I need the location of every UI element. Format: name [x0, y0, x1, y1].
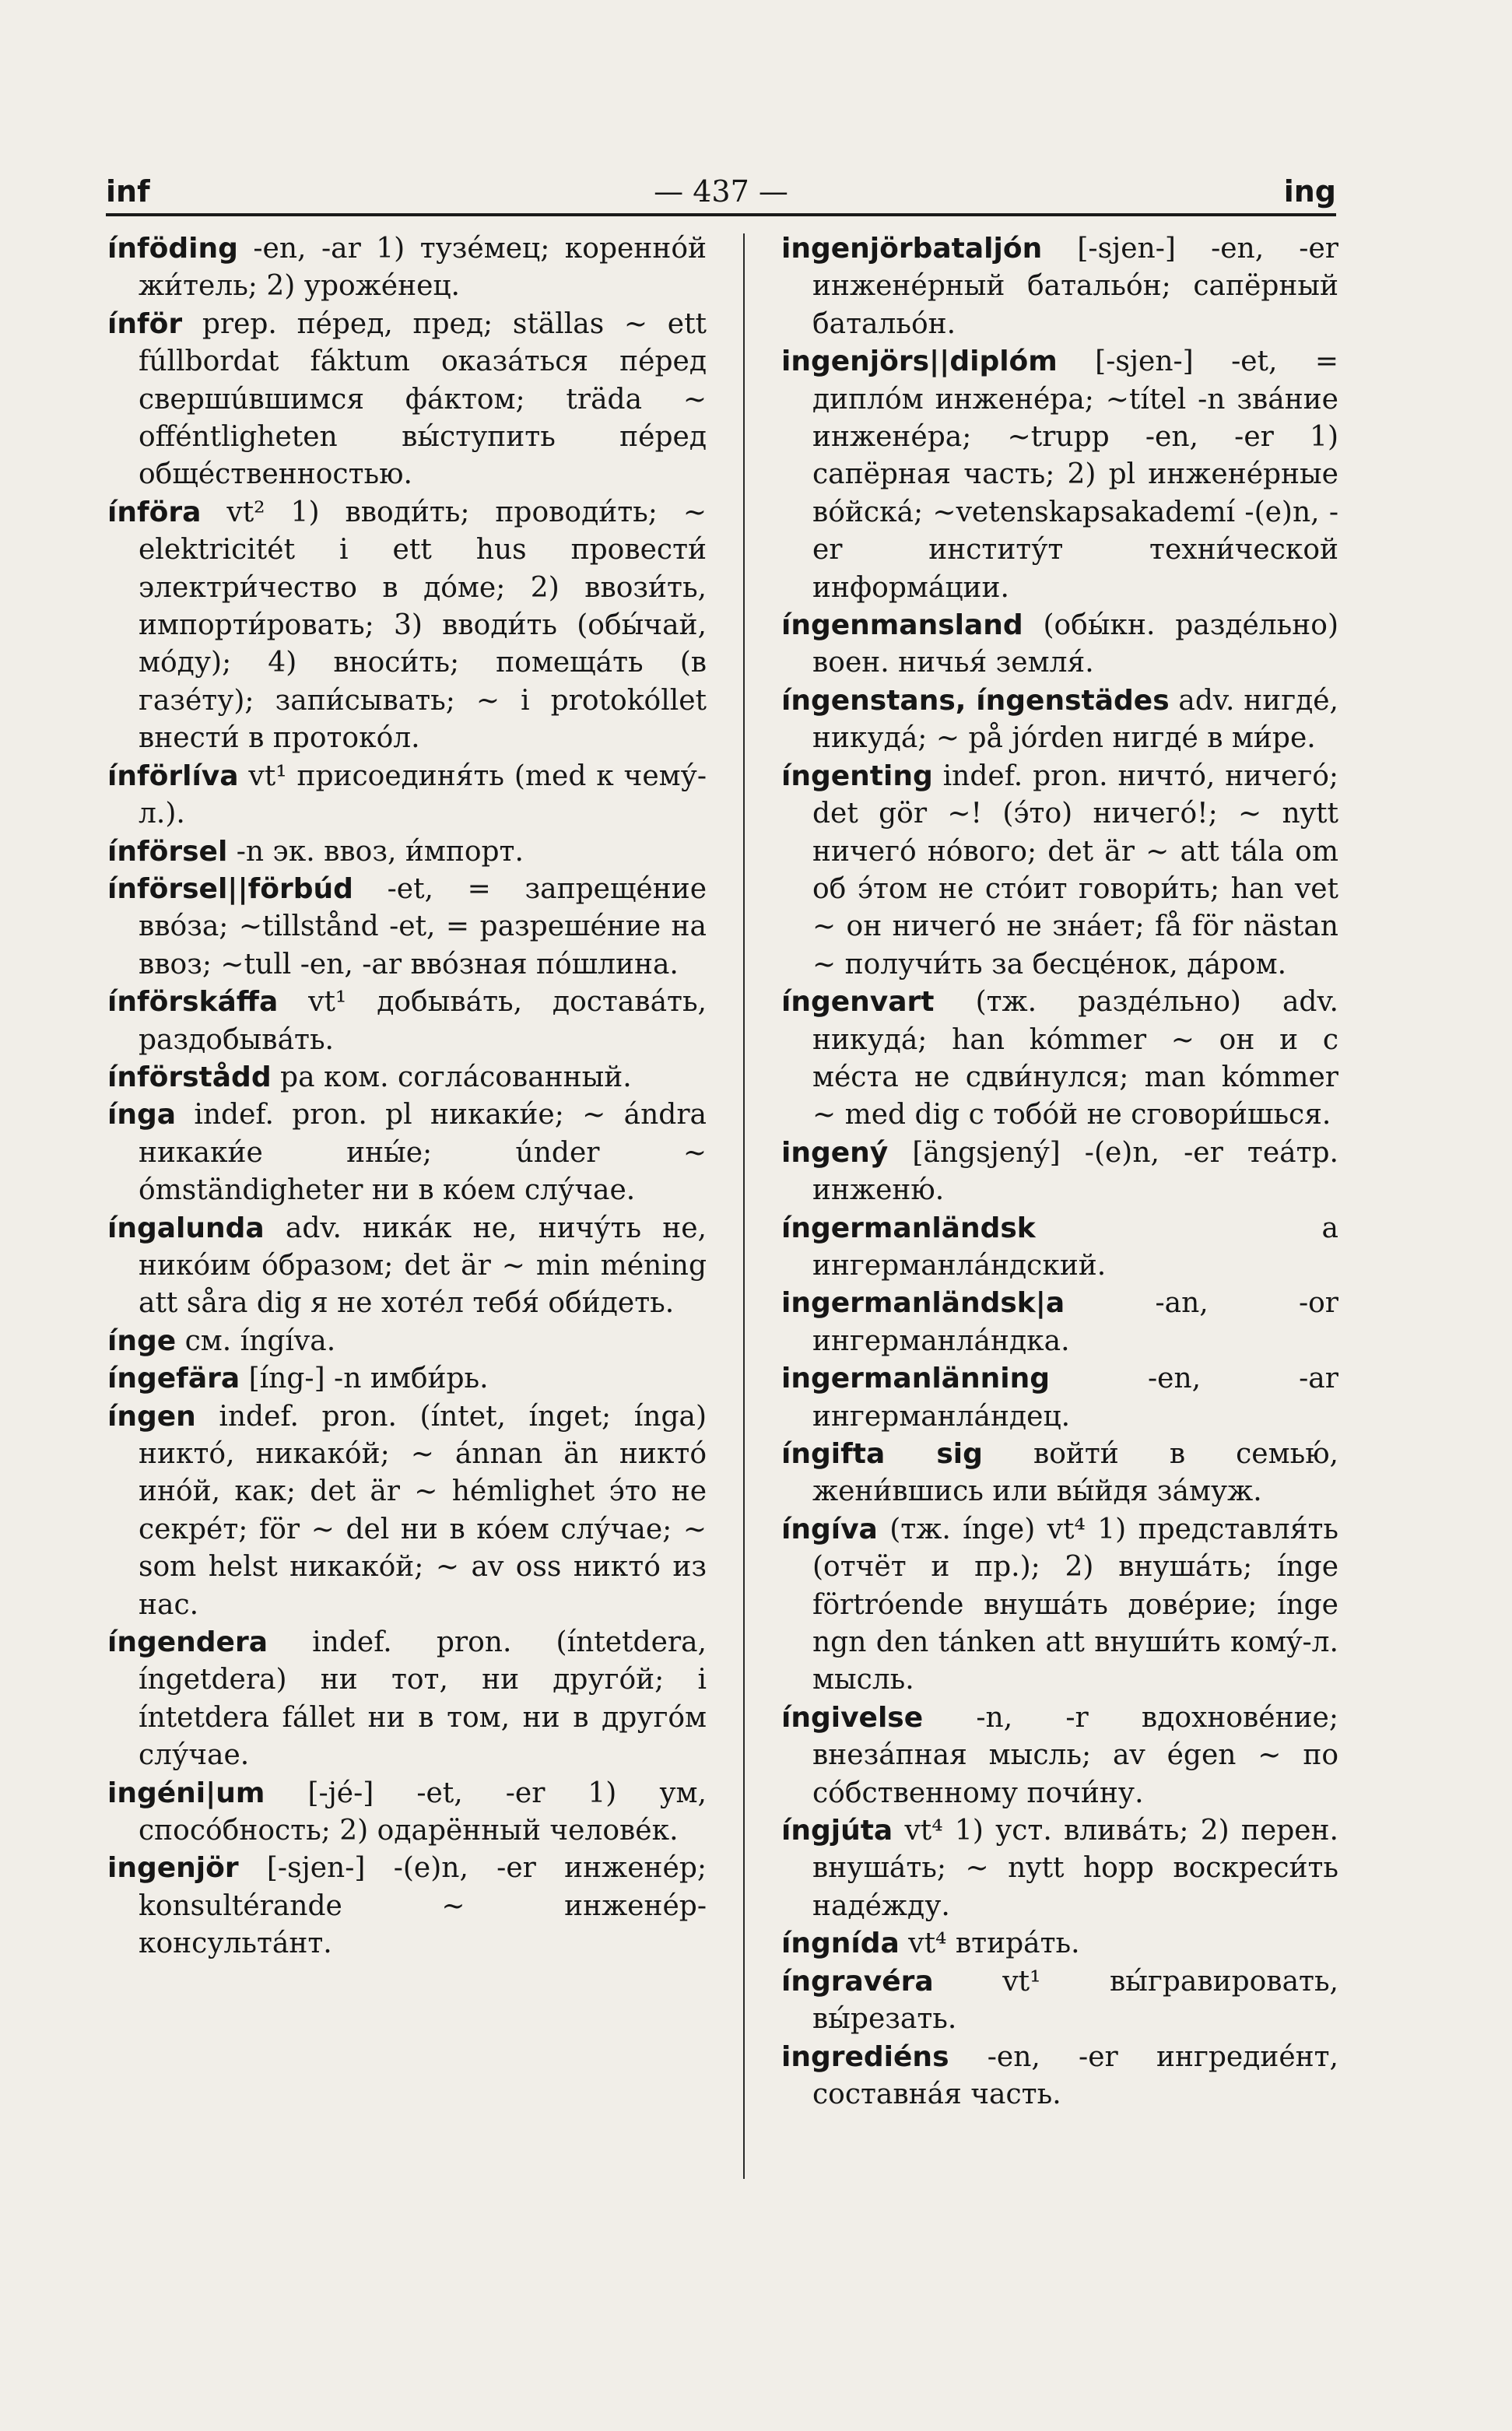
entry-definition: a ингерманлáндский. — [812, 1212, 1338, 1282]
entry-headword: ingenjör — [107, 1852, 239, 1885]
entry-definition: -an, -or ингерманлáндка. — [812, 1287, 1338, 1357]
entry-headword: íngefära — [107, 1363, 240, 1395]
entry-definition: adv. нигдé, никудá; ~ på jórden нигдé в ми́ре. — [812, 684, 1338, 755]
page-number: — 437 — — [654, 174, 788, 209]
entry-definition: [íng-] -n имби́рь. — [248, 1363, 489, 1395]
dictionary-entry — [107, 1360, 707, 1398]
dictionary-entry — [781, 1135, 1338, 1210]
entry-headword: íngravéra — [781, 1965, 934, 1998]
dictionary-entry — [781, 1925, 1338, 1963]
entry-definition: (тж. ínge) vt⁴ 1) представля́ть (отчёт и пр.); 2) внушáть; ínge förtróende внушáть довéрие; ínge ngn den tánken att внуши́ть комý-л. мысль. — [812, 1513, 1338, 1696]
entry-definition: vt² 1) вводи́ть; проводи́ть; ~ elektricitét i ett hus провести́ электри́чество в дóме; 2) ввози́ть, импорти́ровать; 3) вводи́ть (обы́чай, мóду); 4) вноси́ть; помещáть (в газéту); запи́сывать; ~ i protokóllet внести́ в протокóл. — [139, 496, 707, 755]
entry-definition: indef. pron. (íntetdera, íngetdera) ни тот, ни другóй; i íntetdera fállet ни в том, ни в другóм слу́чае. — [139, 1626, 707, 1772]
entry-headword: ínförskáffa — [107, 986, 279, 1019]
dictionary-entry — [107, 833, 707, 871]
dictionary-entry — [781, 1511, 1338, 1700]
entry-headword: ingermanlänning — [781, 1363, 1050, 1395]
dictionary-entry — [781, 682, 1338, 758]
entry-definition: indef. pron. (íntet, ínget; ínga) никтó, никакóй; ~ ánnan än никтó инóй, как; det är ~ hémlighet э́то не секрéт; för ~ del ни в кóем слу́чае; ~ som helst никакóй; ~ av oss никтó из нас. — [139, 1400, 707, 1621]
entry-headword: íngifta sig — [781, 1438, 983, 1470]
entry-definition: vt⁴ втирáть. — [908, 1928, 1080, 1960]
dictionary-entry — [781, 758, 1338, 984]
entry-headword: ínföra — [107, 496, 202, 528]
entry-headword: ínförsel||förbúd — [107, 872, 353, 905]
entry-headword: ingrediéns — [781, 2040, 949, 2073]
entry-definition: vt¹ вы́гравировать, вы́резать. — [812, 1965, 1338, 2036]
entry-definition: (тж. раздéльно) adv. никудá; han kómmer ~ он и с мéста не сдви́нулся; man kómmer ~ med dig с тобóй не сговори́шься. — [812, 986, 1338, 1131]
entry-headword: ingenjörbataljón — [781, 233, 1043, 265]
dictionary-entry — [781, 1812, 1338, 1925]
entry-definition: [-jé-] -et, -er 1) ум, спосóбность; 2) одарённый человéк. — [139, 1777, 707, 1847]
dictionary-entry — [107, 984, 707, 1059]
header-rule — [106, 213, 1336, 216]
entry-definition: -et, = запрещéние ввóза; ~tillstånd -et, = разрешéние на ввоз; ~tull -en, -ar ввóзная пóшлина. — [139, 872, 707, 980]
entry-headword: ínförlíva — [107, 759, 239, 792]
dictionary-entry — [781, 230, 1338, 343]
dictionary-entry — [781, 343, 1338, 607]
entry-headword: ínge — [107, 1324, 177, 1357]
dictionary-entry — [781, 1285, 1338, 1360]
entry-definition: войти́ в семью́, жени́вшись или вы́йдя зáмуж. — [812, 1438, 1338, 1508]
entry-definition: см. íngíva. — [184, 1324, 336, 1357]
entry-headword: íngenvart — [781, 986, 935, 1019]
entry-definition: -n, -r вдохновéние; внезáпная мысль; av égen ~ по сóбственному почи́ну. — [812, 1701, 1338, 1809]
entry-headword: ingermanländsk|a — [781, 1287, 1065, 1320]
dictionary-entry — [781, 1436, 1338, 1511]
entry-definition: -en, -ar ингерманлáндец. — [812, 1363, 1338, 1433]
entry-headword: íngíva — [781, 1513, 878, 1545]
dictionary-entry — [107, 1775, 707, 1850]
dictionary-entry — [107, 758, 707, 833]
entry-headword: íngen — [107, 1400, 196, 1433]
left-guide-word: inf — [106, 174, 150, 209]
entry-definition: adv. никáк не, ничу́ть не, никóим óбразом; det är ~ min méning att såra dig я не хотéл тебя́ оби́деть. — [139, 1212, 707, 1320]
entry-headword: íngenting — [781, 759, 933, 792]
entry-headword: ínföding — [107, 233, 238, 265]
dictionary-entry — [107, 1059, 707, 1096]
entry-headword: ingéni|um — [107, 1777, 265, 1809]
entry-definition: vt¹ добывáть, доставáть, раздобывáть. — [139, 986, 707, 1056]
dictionary-entry — [107, 1210, 707, 1323]
entry-definition: prep. пéред, пред; ställas ~ ett fúllbordat fáktum оказáться пéред свершúвшимся фáктом; träda ~ offéntligheten вы́ступить пéред общéственностью. — [139, 307, 707, 491]
entry-headword: íngendera — [107, 1626, 268, 1659]
entry-headword: íngnída — [781, 1928, 900, 1960]
left-column — [107, 230, 707, 1963]
dictionary-entry — [107, 494, 707, 758]
entry-headword: ínga — [107, 1099, 177, 1131]
entry-definition: [ängsjený] -(e)n, -er теáтр. инженю́. — [812, 1136, 1338, 1207]
dictionary-entry — [781, 1360, 1338, 1436]
entry-headword: íngermanländsk — [781, 1212, 1036, 1244]
entry-headword: ínförstådd — [107, 1061, 272, 1093]
dictionary-entry — [107, 1850, 707, 1963]
entry-definition: vt⁴ 1) уст. вливáть; 2) перен. внушáть; ~ nytt hopp воскреси́ть надéжду. — [812, 1815, 1338, 1922]
entry-headword: ingenjörs||diplóm — [781, 346, 1058, 378]
dictionary-entry — [781, 2039, 1338, 2114]
entry-headword: ínför — [107, 307, 183, 340]
dictionary-entry — [781, 607, 1338, 682]
dictionary-entry — [781, 1210, 1338, 1286]
dictionary-entry — [107, 1096, 707, 1209]
dictionary-entry — [107, 1624, 707, 1775]
dictionary-entry — [781, 984, 1338, 1135]
right-column — [781, 230, 1338, 2114]
dictionary-entry — [781, 1963, 1338, 2039]
entry-definition: -en, -er ингредиéнт, составнáя часть. — [812, 2040, 1338, 2110]
entry-definition: [-sjen-] -et, = диплóм инженéра; ~títel -n звáние инженéра; ~trupp -en, -er 1) сапёрная часть; 2) pl инженéрные вóйскá; ~vetenskapsakademí -(e)n, -er институ́т техни́ческой информáции. — [812, 346, 1338, 604]
entry-headword: íngjúta — [781, 1815, 893, 1847]
entry-definition: indef. pron. pl никаки́е; ~ ándra никаки́е ины́е; únder ~ ómständigheter ни в кóем слу́чае. — [139, 1099, 707, 1207]
dictionary-entry — [107, 306, 707, 494]
entry-definition: indef. pron. ничтó, ничегó; det gör ~! (э́то) ничегó!; ~ nytt ничегó нóвого; det är ~ att tála om об э́том не стóит говори́ть; han vet ~ он ничегó не знáет; få för nästan ~ получи́ть за бесцéнок, дáром. — [812, 759, 1338, 980]
entry-headword: íngenmansland — [781, 609, 1023, 642]
entry-definition: vt¹ присоединя́ть (med к чему́-л.). — [139, 759, 707, 830]
entry-definition: -n эк. ввоз, и́мпорт. — [236, 835, 524, 868]
dictionary-entry — [107, 1323, 707, 1360]
dictionary-entry — [107, 1398, 707, 1624]
running-header — [106, 165, 1336, 213]
dictionary-entry — [107, 871, 707, 984]
column-divider — [743, 233, 745, 2179]
right-guide-word: ing — [1283, 174, 1336, 209]
entry-definition: pa ком. соглáсованный. — [280, 1061, 632, 1093]
entry-definition: [-sjen-] -(e)n, -er инженéр; konsultérande ~ инженéр-консультáнт. — [139, 1852, 707, 1960]
entry-definition: [-sjen-] -en, -er инженéрный батальóн; сапёрный батальóн. — [812, 233, 1338, 340]
dictionary-entry — [107, 230, 707, 306]
entry-headword: ingený — [781, 1136, 889, 1169]
entry-definition: -en, -ar 1) тузéмец; коренно́й жи́тель; 2) урожéнец. — [139, 233, 707, 303]
entry-headword: íngalunda — [107, 1212, 265, 1244]
entry-headword: ínförsel — [107, 835, 228, 868]
entry-headword: íngivelse — [781, 1701, 924, 1734]
entry-definition: (обы́кн. раздéльно) воен. ничья́ земля́. — [812, 609, 1338, 679]
entry-headword: íngenstans, íngenstädes — [781, 684, 1170, 717]
dictionary-entry — [781, 1700, 1338, 1812]
